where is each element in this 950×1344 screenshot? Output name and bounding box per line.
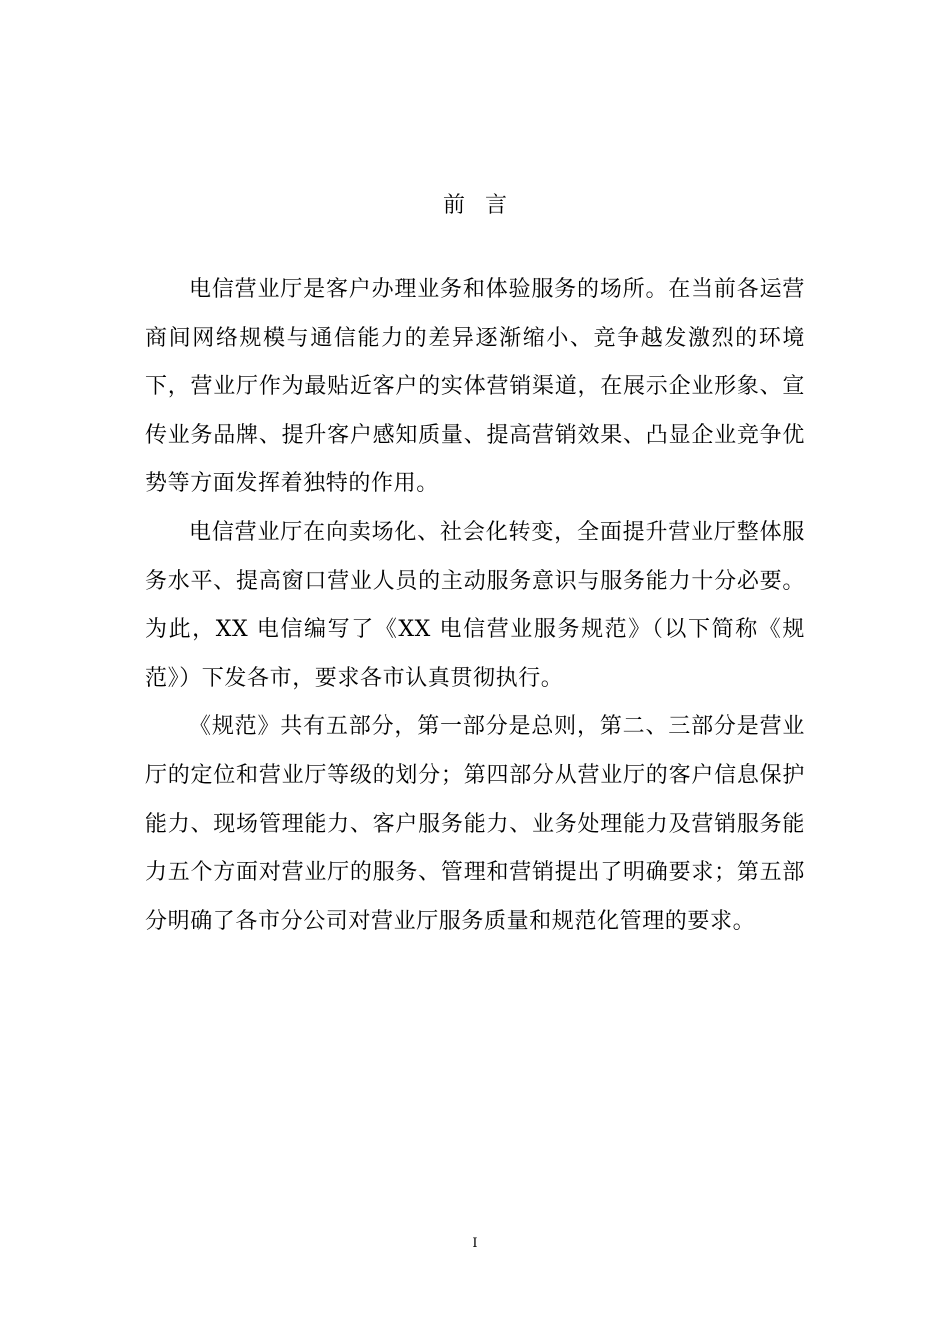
- page-heading: 前言: [442, 193, 527, 218]
- page-number: I: [472, 1236, 478, 1251]
- paragraph-2: 电信营业厅在向卖场化、社会化转变，全面提升营业厅整体服务水平、提高窗口营业人员的主动服务意识与服务能力十分必要。为此，XX 电信编写了《XX 电信营业服务规范》（以下简称《规范》）下发各市，要求各市认真贯彻执行。: [145, 519, 805, 691]
- paragraph-3: 《规范》共有五部分，第一部分是总则，第二、三部分是营业厅的定位和营业厅等级的划分；第四部分从营业厅的客户信息保护能力、现场管理能力、客户服务能力、业务处理能力及营销服务能力五个方面对营业厅的服务、管理和营销提出了明确要求；第五部分明确了各市分公司对营业厅服务质量和规范化管理的要求。: [145, 714, 805, 934]
- body-text: [145, 266, 805, 946]
- paragraph-1: 电信营业厅是客户办理业务和体验服务的场所。在当前各运营商间网络规模与通信能力的差异逐渐缩小、竞争越发激烈的环境下，营业厅作为最贴近客户的实体营销渠道，在展示企业形象、宣传业务品牌、提升客户感知质量、提高营销效果、凸显企业竞争优势等方面发挥着独特的作用。: [145, 277, 805, 497]
